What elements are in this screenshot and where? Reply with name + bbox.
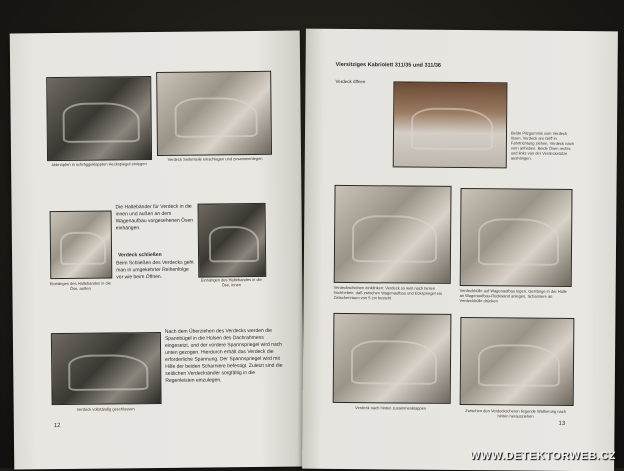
right-caption-2: Verdeckhülle auf Wagenaufbau legen, Gestänge in der Hülle an Wagenaufbau-Rückwand anlegen, Scharniere an Verdeckhülle drücken <box>459 287 567 304</box>
right-page <box>302 29 618 471</box>
left-text-2: Beim Schließen des Verdecks geht man in umgekehrter Reihenfolge vor wie beim Öffnen. <box>116 259 194 281</box>
caption-3: Einhängen des Haltebandes in die Öse, außen <box>49 280 111 291</box>
caption-1: Abknöpfen in schräggeklappten Heckspiegel einlegen <box>51 161 147 168</box>
caption-5: Verdeck vollständig geschlossen <box>76 406 135 412</box>
right-caption-1: Verdeckschieben einklinken: Verdeck so weit nach hinten hochheben, daß zwischen Wagenaufbau und Eckspriegel ein Zwischenraum von 5 cm besteht <box>333 284 443 301</box>
photo-strap-inside <box>198 203 267 278</box>
caption-2: Verdeck Seitenteile einschlagen und zusammenlegen <box>167 155 263 162</box>
photo-closed-roof <box>51 332 162 405</box>
left-text-3: Nach dem Überziehen des Verdecks werden die Spannbügel in die Hülsen des Dachrahmens eingesetzt, und der vordere Spannspriegel wird nach unten gezogen. Hierdurch erhält das Verdeck die erforderliche Spannung. Der Spannspriegel wird mit Hilfe der beiden Scharniere befestigt. Zuletzt sind die seitlichen Verdeckränder sorgfältig in die Regenleisten einzulegen. <box>164 327 283 384</box>
photo-lift-roof <box>334 185 452 284</box>
right-caption-3: Verdeck nach hinten zusammenklappen <box>355 405 427 411</box>
photo-strap-outside <box>50 210 113 279</box>
right-caption-4: Zwischen den Verdeckscheren liegende Wattierung nach hinten herausziehen <box>465 408 567 419</box>
photo-open-roof <box>393 81 508 168</box>
left-page-number: 12 <box>53 423 61 430</box>
photo-roof-folded <box>46 76 152 161</box>
right-side-text: Beide Pilzgummis vom Verdeck lösen, Verdeck am Griff in Fahrtrichtung ziehen, Verdeck nach vorn anheben. Beide Ösen rechts und links von der Verdeckstütze aushängen. <box>510 130 574 161</box>
photo-roof-on-body <box>460 188 573 287</box>
right-subheading: Verdeck öffnen <box>335 78 366 85</box>
left-subheading: Verdeck schließen <box>118 251 162 259</box>
photo-fold-back <box>333 313 452 404</box>
photo-padding <box>460 317 575 406</box>
left-page <box>10 30 305 469</box>
left-text-1: Die Haltebänder für Verdeck in die innen und außen an dem Wagenaufbau vorgesehenen Ösen einhängen. <box>115 203 194 232</box>
right-heading: Viersitziges Kabriolett 311/35 und 311/36 <box>335 61 442 69</box>
watermark: WWW.DETEKTORWEB.CZ <box>469 450 616 462</box>
photo-roof-side-parts <box>156 71 272 156</box>
right-page-number: 13 <box>558 420 566 427</box>
caption-4: Einhängen des Haltebandes in die Öse, innen <box>200 276 262 288</box>
